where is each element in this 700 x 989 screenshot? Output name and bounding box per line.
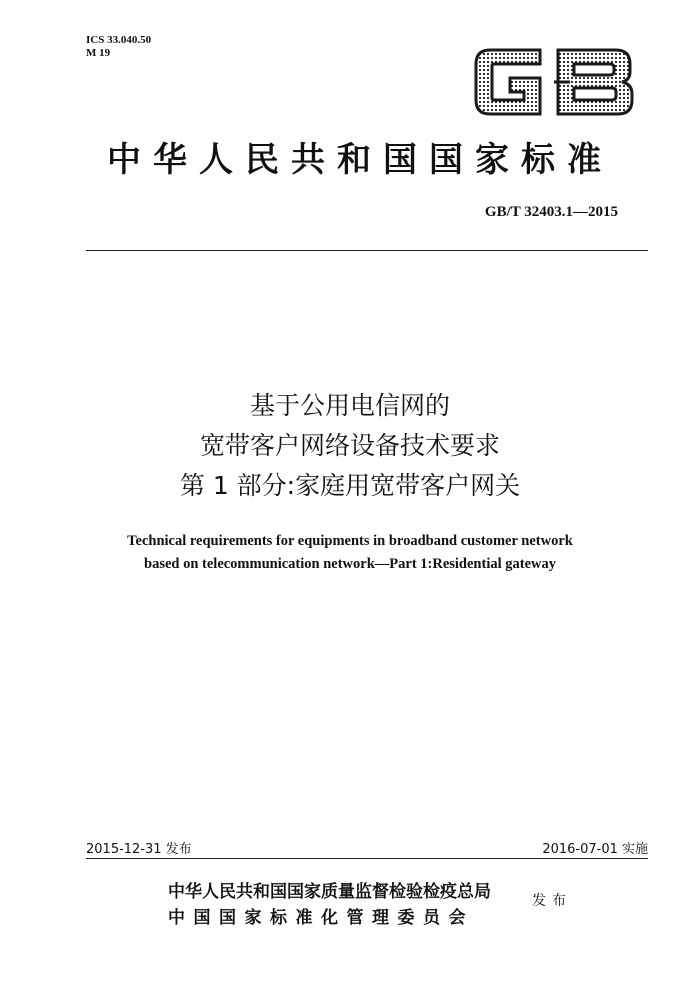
chinese-title-line-3: 第 1 部分:家庭用宽带客户网关	[179, 471, 521, 500]
standard-category-title: 中华人民共和国国家标准	[107, 140, 613, 180]
footer-divider	[86, 858, 648, 859]
ics-code: ICS 33.040.50	[86, 34, 152, 46]
standard-number: GB/T 32403.1—2015	[484, 204, 618, 220]
gb-logo-icon	[470, 44, 638, 120]
issue-date: 2015-12-31 发布	[86, 842, 192, 857]
classification-codes	[86, 34, 151, 60]
issuer-line-1: 中华人民共和国国家质量监督检验检疫总局	[168, 882, 491, 902]
chinese-title-line-2: 宽带客户网络设备技术要求	[199, 431, 500, 460]
implementation-date: 2016-07-01 实施	[542, 842, 648, 857]
publish-label: 发布	[532, 893, 572, 909]
header-divider	[86, 250, 648, 251]
chinese-title-line-1: 基于公用电信网的	[249, 391, 450, 420]
english-title-line-2: based on telecommunication network—Part 1:Residential gateway	[144, 556, 556, 572]
english-title-line-1: Technical requirements for equipments in broadband customer network	[127, 533, 573, 549]
ccs-code: M 19	[86, 47, 111, 59]
issuer-line-2: 中国国家标准化管理委员会	[168, 908, 474, 928]
